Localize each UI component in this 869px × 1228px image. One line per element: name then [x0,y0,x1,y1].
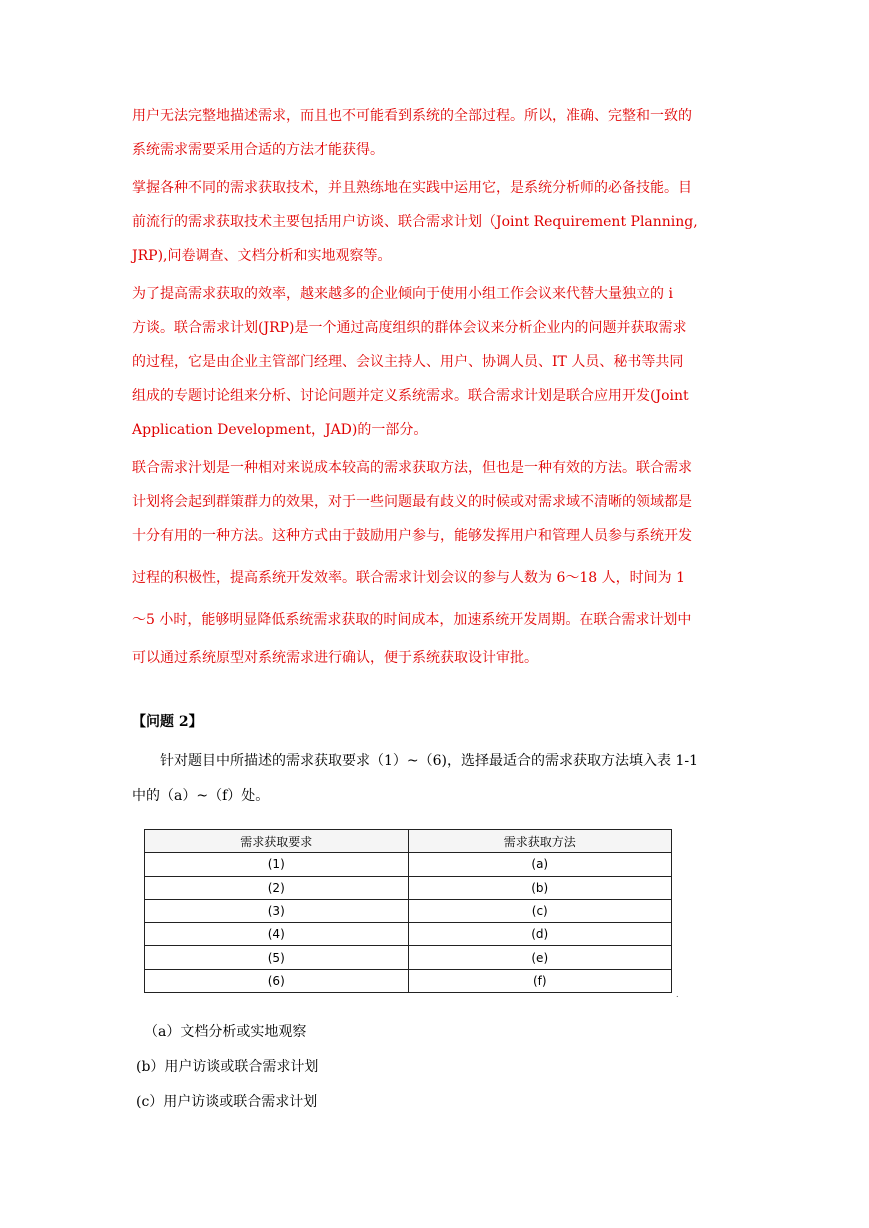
text-line: 联合需求汁划是一种相对来说成本较高的需求获取方法，但也是一种有效的方法。联合需求 [132,460,692,476]
table-header-row [145,830,672,853]
table-row [145,946,672,969]
table-cell: (c) [408,899,672,922]
text-line: 系统需求需要采用合适的方法才能获得。 [132,142,384,158]
table-cell: (1) [145,853,409,876]
section-title: 【问题 2】 [132,714,203,730]
text-line: 十分有用的一种方法。这种方式由于鼓励用户参与，能够发挥用户和管理人员参与系统开发 [132,528,692,544]
text-line: 组成的专题讨论组来分析、讨论问题并定义系统需求。联合需求计划是联合应用开发(Joint [132,388,689,404]
answer-c: (c）用户访谈或联合需求计划 [136,1094,318,1110]
header-requirement: 需求获取要求 [145,830,409,853]
text-line: 计划将会起到群策群力的效果，对于一些问题最有歧义的时候或对需求域不清晰的领域都是 [132,494,692,510]
requirement-table [144,829,672,993]
text-line: 过程的积极性，提高系统开发效率。联合需求计划会议的参与人数为 6～18 人，时间为 1 [132,570,685,586]
table-row [145,899,672,922]
answer-b: (b）用户访谈或联合需求计划 [136,1059,319,1075]
text-line: 为了提高需求获取的效率，越来越多的企业倾向于使用小组工作会议来代替大量独立的 i [132,286,673,302]
table-cell: (4) [145,923,409,946]
text-line: 用户无法完整地描述需求，而且也不可能看到系统的全部过程。所以，准确、完整和一致的 [132,108,692,124]
table-cell: (e) [408,946,672,969]
table-row [145,853,672,876]
table-row [145,876,672,899]
table-cell: (5) [145,946,409,969]
table-cell: (3) [145,899,409,922]
table-cell: (d) [408,923,672,946]
text-line: 掌握各种不同的需求获取技术，并且熟练地在实践中运用它，是系统分析师的必备技能。目 [132,180,692,196]
table-row [145,969,672,992]
text-line: 方谈。联合需求计划(JRP)是一个通过高度组织的群体会议来分析企业内的问题并获取需求 [132,320,687,336]
table-cell: (2) [145,876,409,899]
header-method: 需求获取方法 [408,830,672,853]
text-line: Application Development，JAD)的一部分。 [132,422,428,438]
table-cell: (f) [408,969,672,992]
table-row [145,923,672,946]
text-line: ～5 小时，能够明显降低系统需求获取的时间成本，加速系统开发周期。在联合需求计划中 [132,612,692,628]
question-line: 针对题目中所描述的需求获取要求（1）~（6)，选择最适合的需求获取方法填入表 1-1 [160,753,698,769]
table-cell: (b) [408,876,672,899]
text-line: JRP),问卷调查、文档分析和实地观察等。 [132,248,392,264]
question-line: 中的（a）~（f）处。 [132,788,270,804]
table-cell: (6) [145,969,409,992]
table-cell: (a) [408,853,672,876]
text-line: 可以通过系统原型对系统需求进行确认，便于系统获取设计审批。 [132,650,538,666]
text-line: 前流行的需求获取技术主要包括用户访谈、联合需求计划（Joint Requirement Planning, [132,214,698,230]
answer-a: （a）文档分析或实地观察 [144,1024,307,1040]
text-line: 的过程，它是由企业主管部门经理、会议主持人、用户、协调人员、IT 人员、秘书等共同 [132,354,684,370]
table-end-mark: . [676,990,679,999]
